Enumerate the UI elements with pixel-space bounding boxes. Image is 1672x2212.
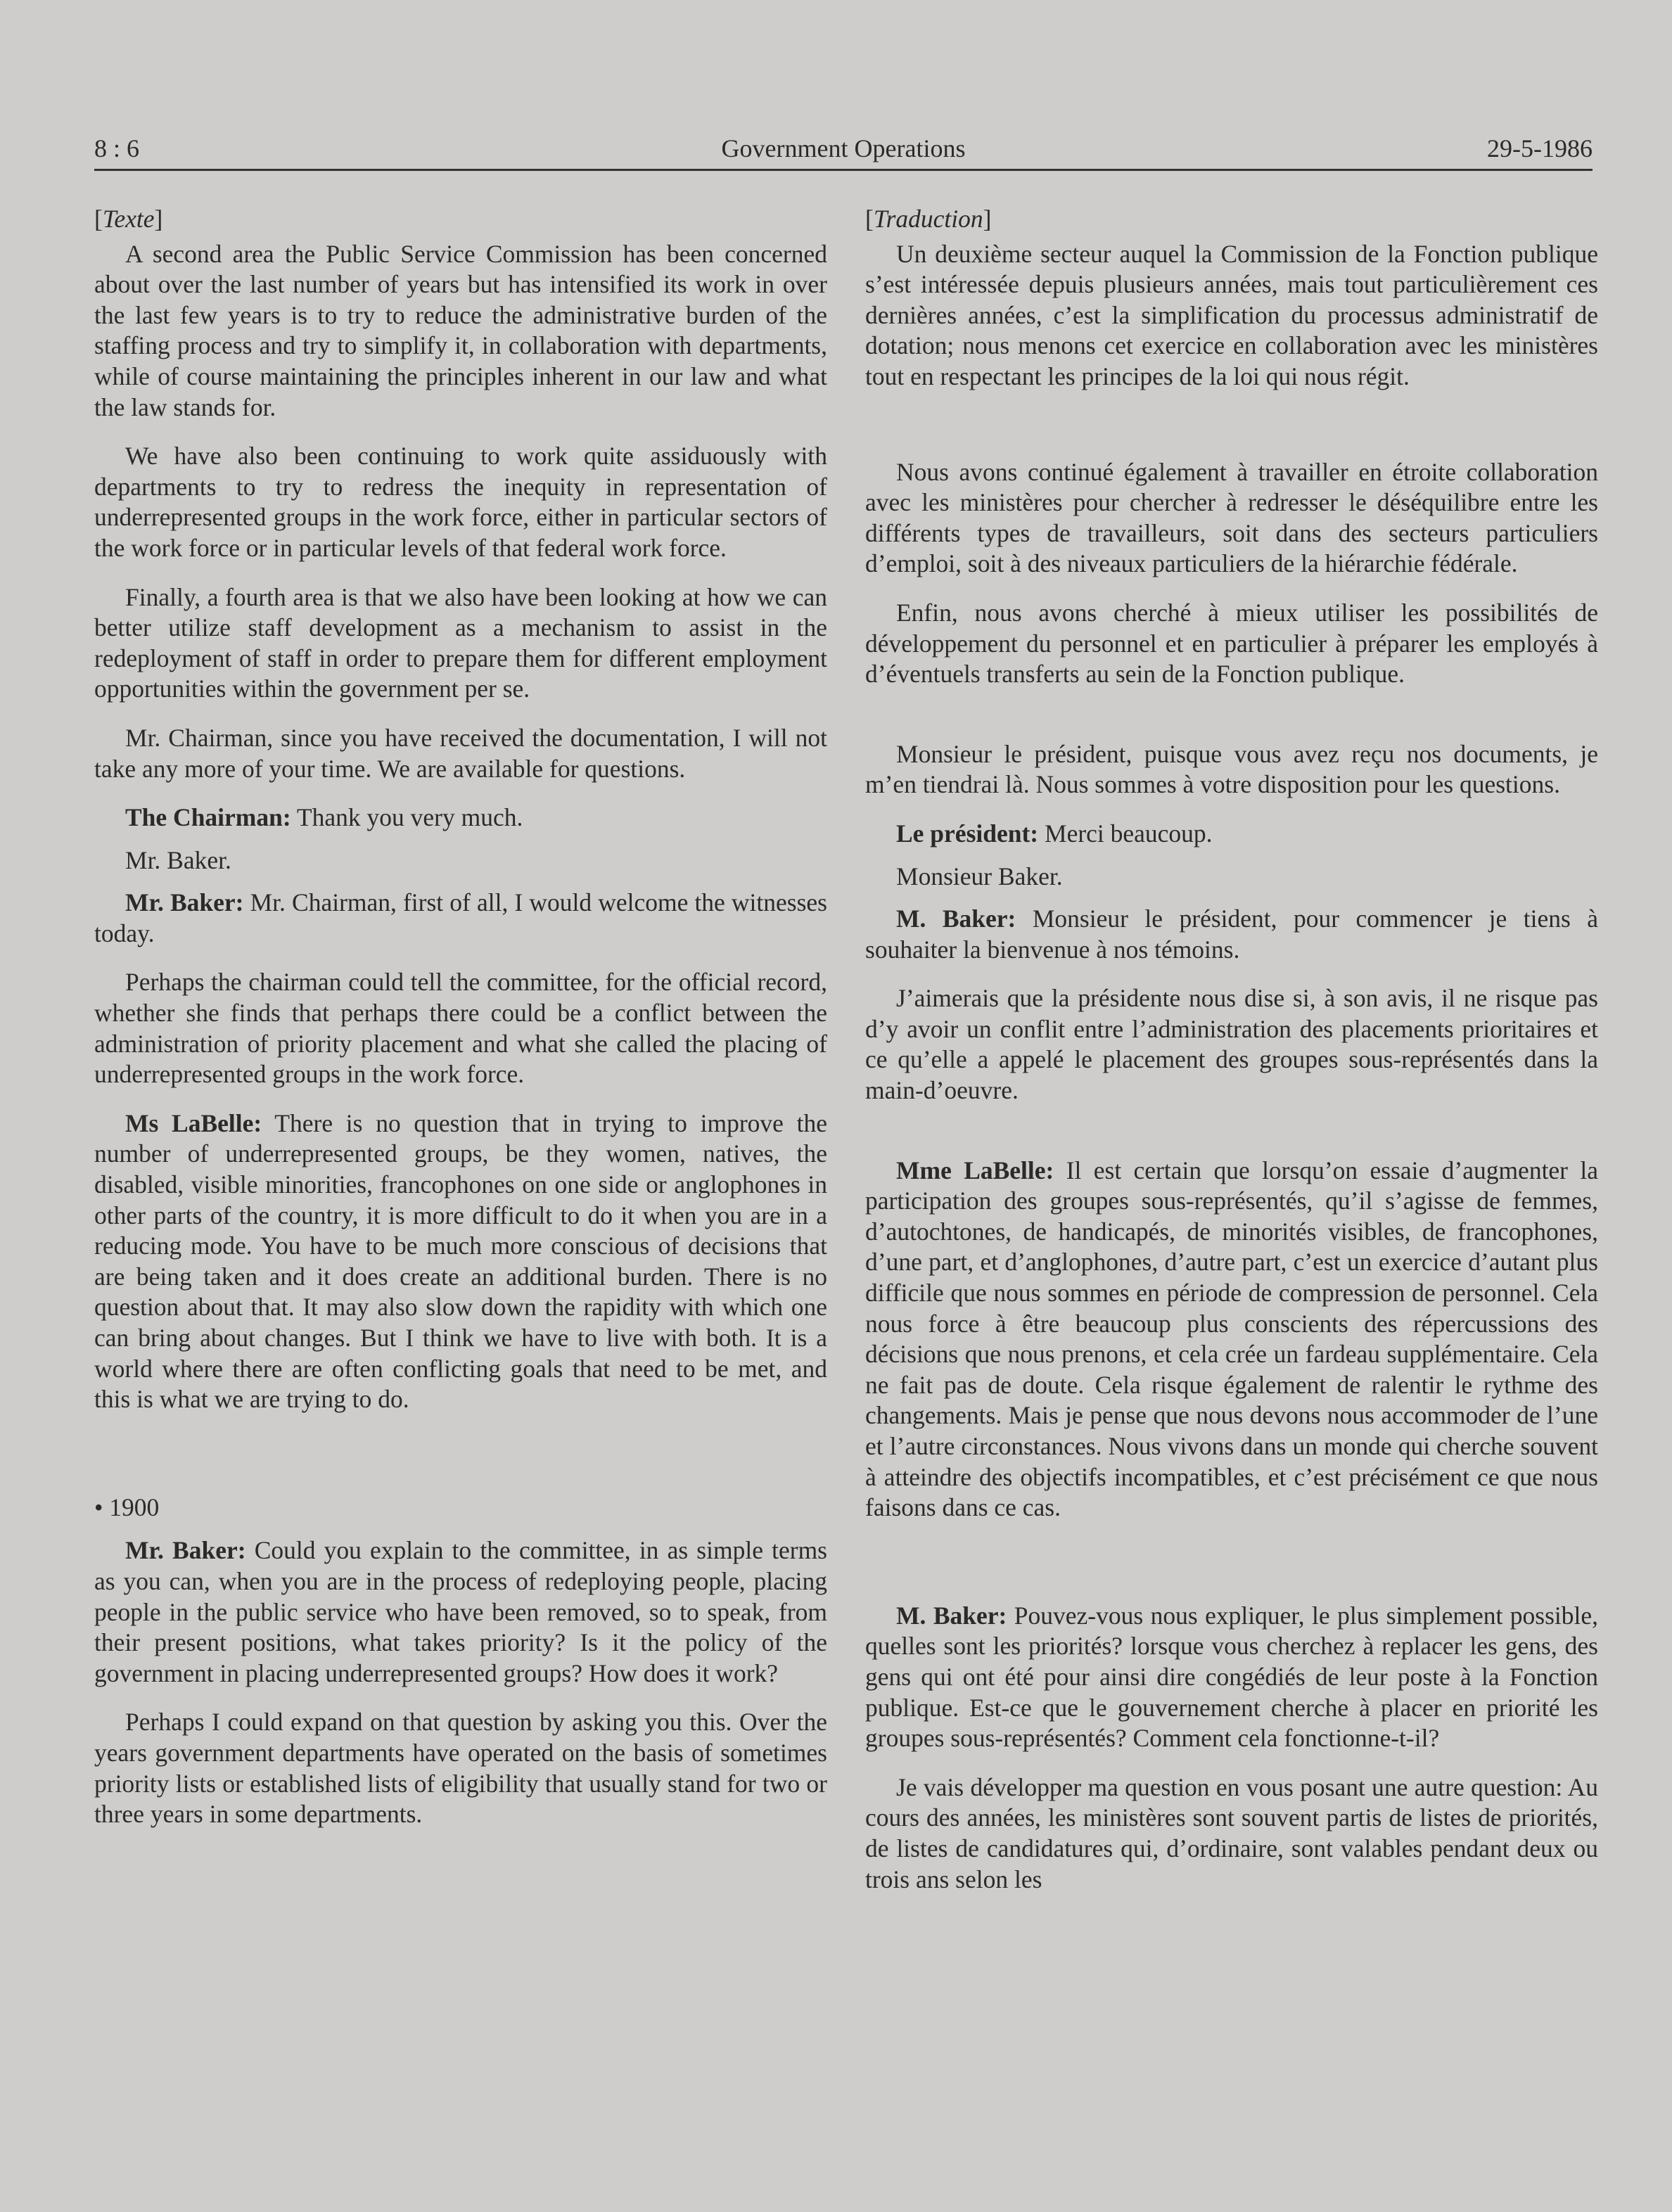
speech-paragraph: M. Baker: Monsieur le président, pour commencer je tiens à souhaiter la bienvenue à nos témoins. <box>865 904 1598 964</box>
paragraph: Mr. Baker. <box>125 845 231 874</box>
speaker-name: M. Baker: <box>896 1601 1007 1630</box>
paragraph: Monsieur Baker. <box>896 862 1063 890</box>
paragraph: A second area the Public Service Commission has been concerned about over the last number of years but has intensified its work in over the last few years is to try to reduce the administrative burden of the staffing process and try to simplify it, in collaboration with departments, while of course maintaining the principles inherent in our law and what the law stands for. <box>94 239 827 421</box>
speech-paragraph: Mr. Baker: Mr. Chairman, first of all, I would welcome the witnesses today. <box>94 888 827 947</box>
speech-paragraph: The Chairman: Thank you very much. <box>125 803 523 832</box>
paragraph: Un deuxième secteur auquel la Commission de la Fonction publique s’est intéressée depuis plusieurs années, mais tout particulièrement ces dernières années, c’est la simplification du processus administratif de dotation; nous menons cet exercice en collaboration avec les ministères tout en respectant les principes de la loi qui nous régit. <box>865 239 1598 390</box>
speaker-name: M. Baker: <box>896 904 1016 933</box>
paragraph: Enfin, nous avons cherché à mieux utiliser les possibilités de développement du personnel et en particulier à préparer les employés à d’éventuels transferts au sein de la Fonction publique. <box>865 598 1598 689</box>
language-label: [Traduction] <box>865 205 992 233</box>
speaker-name: Mme LaBelle: <box>896 1156 1054 1184</box>
speech-paragraph: Mme LaBelle: Il est certain que lorsqu’on essaie d’augmenter la participation des groupes sous-représentés, qu’il s’agisse de femmes, d’autochtones, de handicapés, de minorités visibles, de francophones, d’une part, et d’anglophones, d’autre part, c’est un exercice d’autant plus difficile que nous sommes en période de compression de personnel. Cela nous force à être beaucoup plus conscients des répercussions des décisions que nous prenons, et cela crée un fardeau supplémentaire. Cela ne fait pas de doute. Cela risque également de ralentir le rythme des changements. Mais je pense que nous devons nous accommoder de l’une et l’autre circonstances. Nous vivons dans un monde qui cherche souvent à atteindre des objectifs incompatibles, et c’est précisément ce que nous faisons dans ce cas. <box>865 1156 1598 1522</box>
page-number: 8 : 6 <box>94 134 140 162</box>
paragraph: Nous avons continué également à travailler en étroite collaboration avec les ministères pour chercher à redresser le déséquilibre entre les différents types de travailleurs, soit dans des secteurs particuliers d’emploi, soit à des niveaux particuliers de la hiérarchie fédérale. <box>865 457 1598 578</box>
paragraph: J’aimerais que la présidente nous dise si, à son avis, il ne risque pas d’y avoir un conflit entre l’administration des placements prioritaires et ce qu’elle a appelé le placement des groupes sous-représentés dans la main-d’oeuvre. <box>865 984 1598 1105</box>
speaker-name: Mr. Baker: <box>125 1536 246 1565</box>
speech-paragraph: M. Baker: Pouvez-vous nous expliquer, le plus simplement possible, quelles sont les priorités? lorsque vous cherchez à replacer les gens, des gens qui ont été pour ainsi dire congédiés de leur poste à la Fonction publique. Est-ce que le gouvernement cherche à placer en priorité les groupes sous-représentés? Comment cela fonctionne-t-il? <box>865 1601 1599 1753</box>
speech-paragraph: Le président: Merci beaucoup. <box>896 819 1213 848</box>
paragraph: Monsieur le président, puisque vous avez reçu nos documents, je m’en tiendrai là. Nous sommes à votre disposition pour les questions. <box>865 739 1598 799</box>
english-column <box>94 204 827 1830</box>
page-header <box>94 131 1593 171</box>
paragraph: We have also been continuing to work quite assiduously with departments to try to redress the inequity in representation of underrepresented groups in the work force, either in particular sectors of the work force or in particular levels of that federal work force. <box>94 442 827 562</box>
speaker-name: Mr. Baker: <box>125 888 244 917</box>
speaker-name: The Chairman: <box>125 803 291 832</box>
paragraph: Finally, a fourth area is that we also have been looking at how we can better utilize staff development as a mechanism to assist in the redeployment of staff in order to prepare them for different employment opportunities within the government per se. <box>94 582 827 703</box>
committee-title: Government Operations <box>721 134 966 162</box>
speech-paragraph: Ms LaBelle: There is no question that in trying to improve the number of underrepresented groups, be they women, natives, the disabled, visible minorities, francophones on one side or anglophones in other parts of the country, it is more difficult to do it when you are in a reducing mode. You have to be much more conscious of decisions that are being taken and it does create an additional burden. There is no question about that. It may also slow down the rapidity with which one can bring about changes. But I think we have to live with both. It is a world where there are often conflicting goals that need to be met, and this is what we are trying to do. <box>94 1108 827 1414</box>
time-marker: • 1900 <box>94 1492 160 1521</box>
speech-paragraph: Mr. Baker: Could you explain to the committee, in as simple terms as you can, when you are in the process of redeploying people, placing people in the public service who have been removed, so to speak, from their present positions, what takes priority? Is it the policy of the government in placing underrepresented groups? How does it work? <box>94 1536 827 1687</box>
language-label: [Texte] <box>94 205 163 233</box>
paragraph: Perhaps I could expand on that question by asking you this. Over the years government departments have operated on the basis of sometimes priority lists or established lists of eligibility that usually stand for two or three years in some departments. <box>94 1708 827 1829</box>
paragraph: Mr. Chairman, since you have received the documentation, I will not take any more of your time. We are available for questions. <box>94 723 827 783</box>
paragraph: Perhaps the chairman could tell the committee, for the official record, whether she finds that perhaps there could be a conflict between the administration of priority placement and what she called the placing of underrepresented groups in the work force. <box>94 968 827 1089</box>
paragraph: Je vais développer ma question en vous posant une autre question: Au cours des années, les ministères sont souvent partis de listes de priorités, de listes de candidatures qui, d’ordinaire, sont valables pendant deux ou trois ans selon les <box>865 1772 1598 1893</box>
speaker-name: Le président: <box>896 819 1039 848</box>
french-column <box>865 204 1598 1895</box>
speaker-name: Ms LaBelle: <box>125 1108 262 1137</box>
session-date: 29-5-1986 <box>1487 134 1593 162</box>
